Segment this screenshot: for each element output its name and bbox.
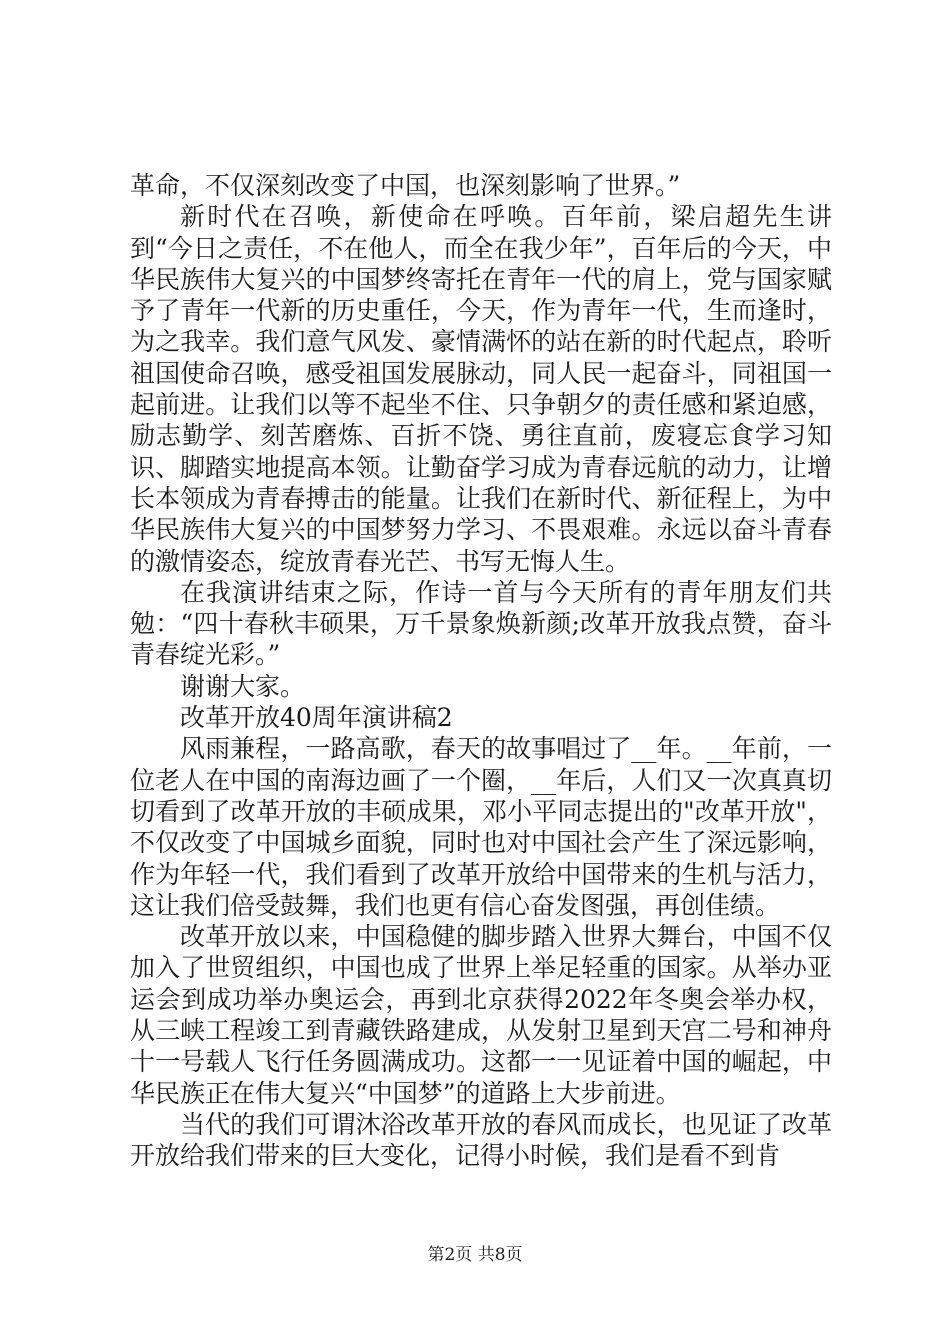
paragraph: 在我演讲结束之际，作诗一首与今天所有的青年朋友们共勉：“四十春秋丰硕果，万千景象焕新颜;改革开放我点赞，奋斗青春绽光彩。” xyxy=(130,577,832,670)
document-body xyxy=(130,170,832,1172)
paragraph: 风雨兼程，一路高歌，春天的故事唱过了__年。__年前，一位老人在中国的南海边画了一个圈，__年后，人们又一次真真切切看到了改革开放的丰硕成果，邓小平同志提出的"改革开放"，不仅改变了中国城乡面貌，同时也对中国社会产生了深远影响，作为年轻一代，我们看到了改革开放给中国带来的生机与活力，这让我们倍受鼓舞，我们也更有信心奋发图强，再创佳绩。 xyxy=(130,734,832,920)
section-heading: 改革开放40周年演讲稿2 xyxy=(180,703,453,733)
paragraph: 当代的我们可谓沐浴改革开放的春风而成长，也见证了改革开放给我们带来的巨大变化，记得小时候，我们是看不到肯 xyxy=(130,1109,832,1171)
paragraph: 新时代在召唤，新使命在呼唤。百年前，梁启超先生讲到“今日之责任，不在他人，而全在我少年”，百年后的今天，中华民族伟大复兴的中国梦终寄托在青年一代的肩上，党与国家赋予了青年一代新的历史重任，今天，作为青年一代，生而逢时，为之我幸。我们意气风发、豪情满怀的站在新的时代起点，聆听祖国使命召唤，感受祖国发展脉动，同人民一起奋斗，同祖国一起前进。让我们以等不起坐不住、只争朝夕的责任感和紧迫感，励志勤学、刻苦磨炼、百折不饶、勇往直前，废寝忘食学习知识、脚踏实地提高本领。让勤奋学习成为青春远航的动力，让增长本领成为青春搏击的能量。让我们在新时代、新征程上，为中华民族伟大复兴的中国梦努力学习、不畏艰难。永远以奋斗青春的激情姿态，绽放青春光芒、书写无悔人生。 xyxy=(130,202,832,576)
paragraph: 改革开放以来，中国稳健的脚步踏入世界大舞台，中国不仅加入了世贸组织，中国也成了世界上举足轻重的国家。从举办亚运会到成功举办奥运会，再到北京获得2022年冬奥会举办权，从三峡工程竣工到青藏铁路建成，从发射卫星到天宫二号和神舟十一号载人飞行任务圆满成功。这都一一见证着中国的崛起，中华民族正在伟大复兴“中国梦”的道路上大步前进。 xyxy=(130,922,832,1108)
paragraph: 革命，不仅深刻改变了中国，也深刻影响了世界。” xyxy=(130,171,681,200)
page-number-footer: 第2页 共8页 xyxy=(427,1245,523,1265)
paragraph: 谢谢大家。 xyxy=(180,671,306,701)
